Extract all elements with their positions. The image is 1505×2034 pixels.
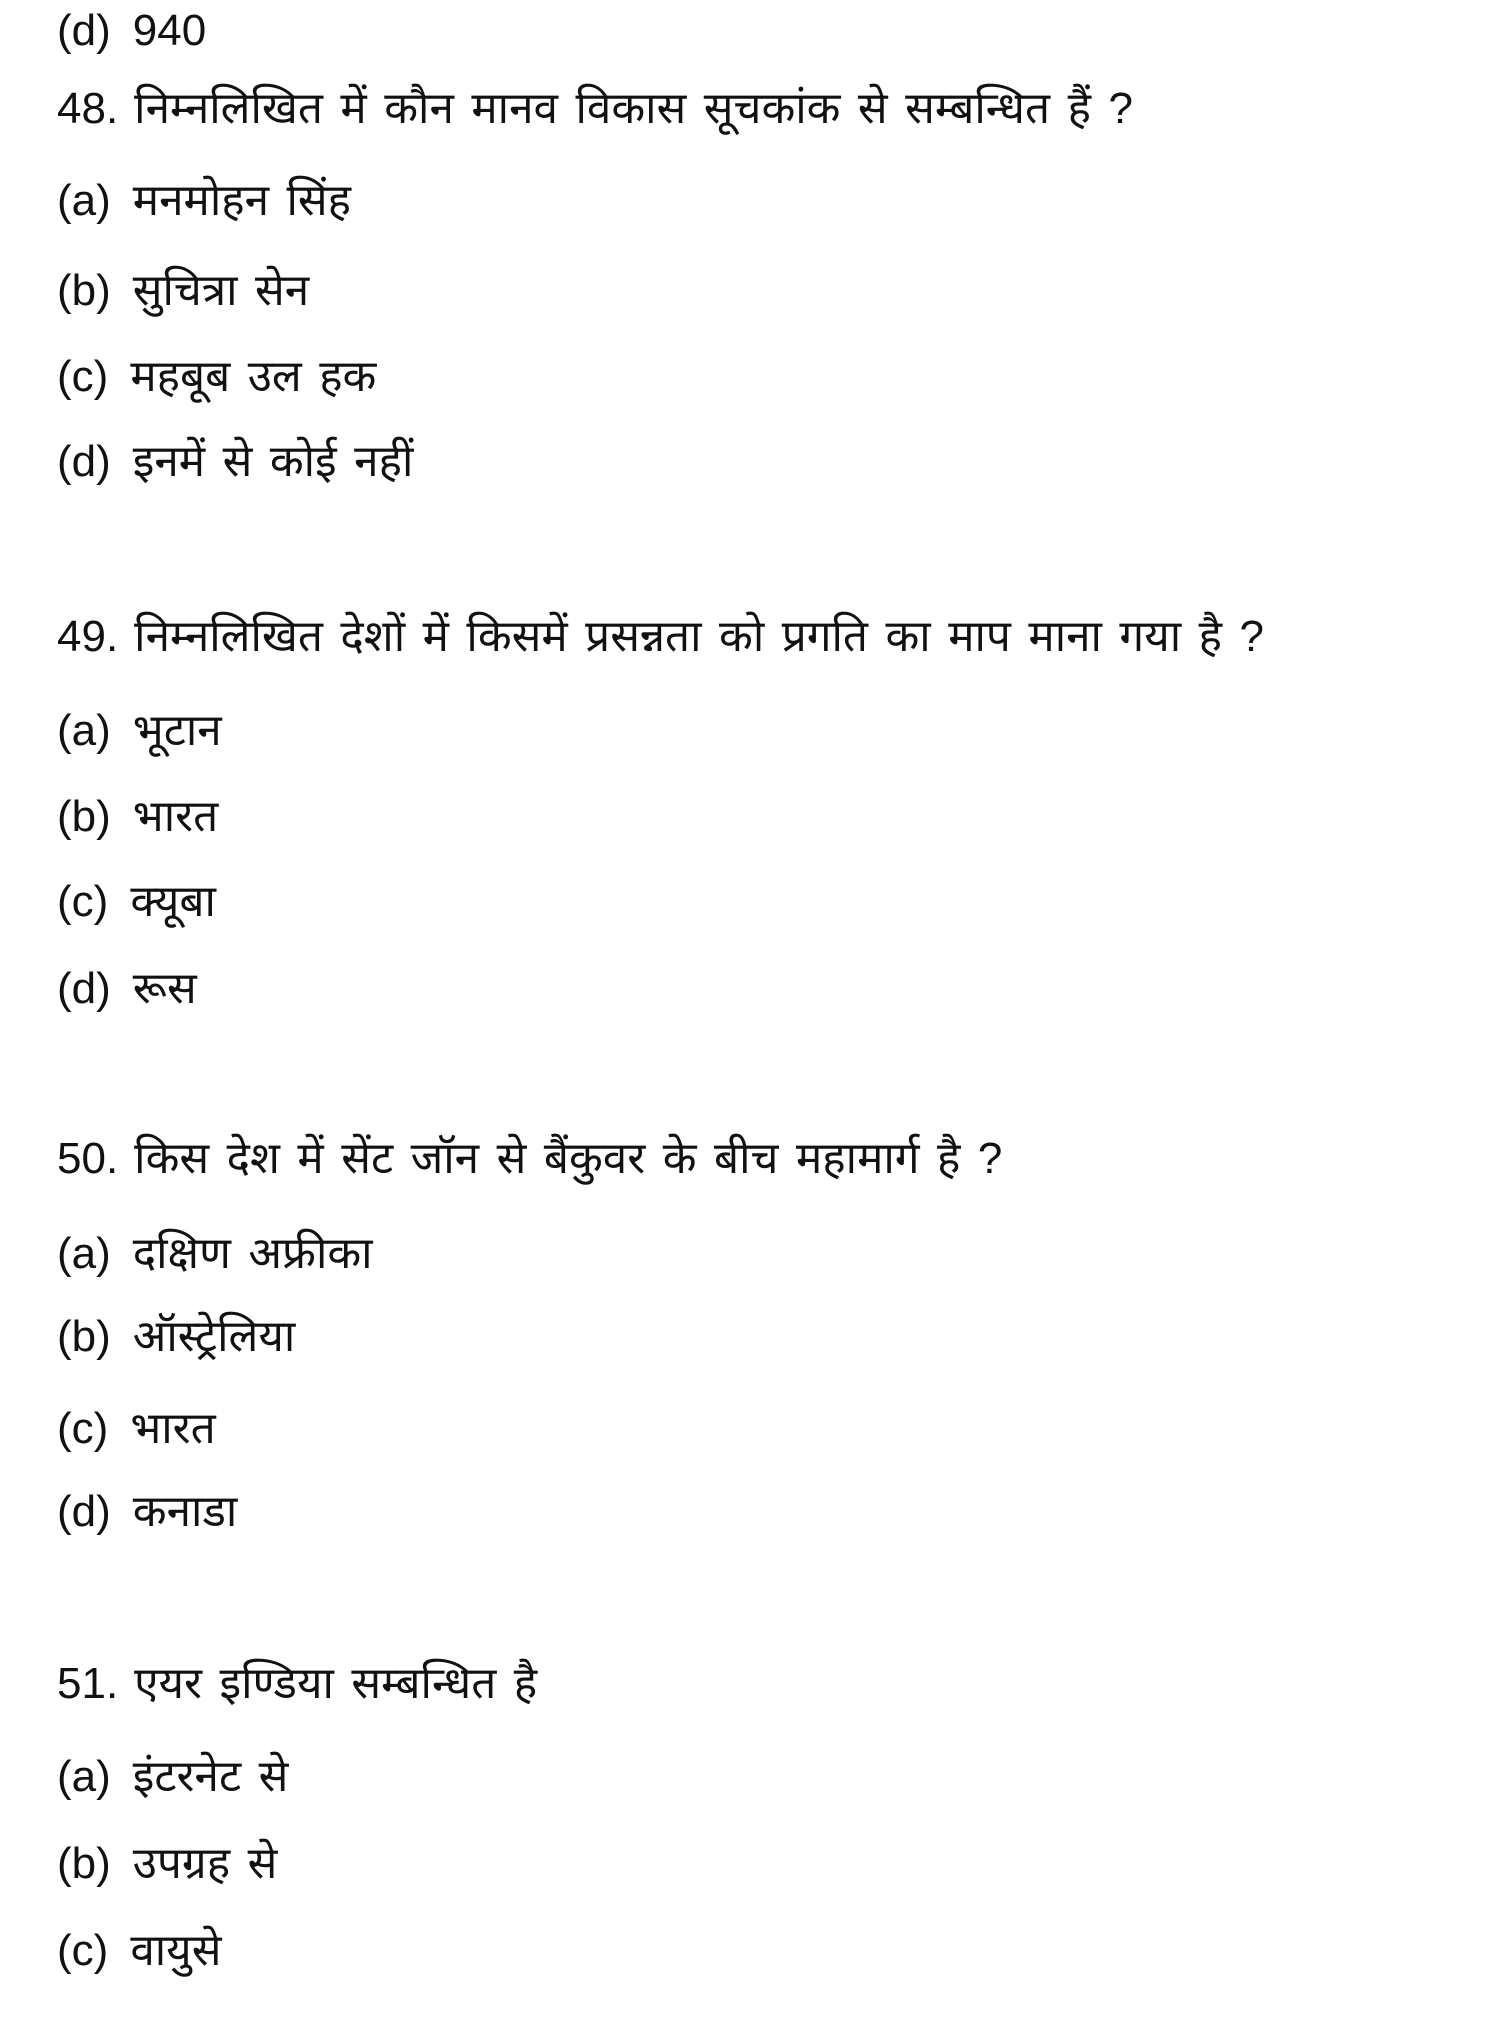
question-text: निम्नलिखित में कौन मानव विकास सूचकांक से सम्बन्धित हैं ? [134, 84, 1133, 133]
option-label: (b) [57, 792, 111, 841]
question-48-line [57, 78, 1133, 140]
question-48-option-a [57, 170, 351, 232]
question-text: निम्नलिखित देशों में किसमें प्रसन्नता को प्रगति का माप माना गया है ? [134, 612, 1264, 661]
option-text: रूस [132, 964, 197, 1013]
option-text: उपग्रह से [132, 1839, 278, 1888]
option-text: इंटरनेट से [132, 1752, 289, 1801]
question-48-option-c [57, 346, 376, 408]
option-text: महबूब उल हक [130, 352, 377, 401]
option-line-prev-d [57, 0, 206, 62]
option-label: (b) [57, 1312, 111, 1361]
question-50-line [57, 1128, 1002, 1190]
question-48-option-d [57, 431, 413, 493]
question-49-line [57, 606, 1264, 668]
option-text: 940 [132, 6, 207, 55]
option-label: (a) [57, 1229, 111, 1278]
question-50-option-a [57, 1223, 373, 1285]
option-label: (d) [57, 1487, 111, 1536]
question-number: 51. [57, 1659, 119, 1708]
option-label: (b) [57, 266, 111, 315]
option-label: (a) [57, 706, 111, 755]
question-51-option-c [57, 1920, 221, 1982]
option-text: ऑस्ट्रेलिया [132, 1312, 296, 1361]
option-text: भारत [132, 792, 219, 841]
option-label: (a) [57, 176, 111, 225]
option-label: (c) [57, 352, 109, 401]
question-51-option-a [57, 1746, 288, 1808]
option-label: (d) [57, 964, 111, 1013]
option-text: भारत [130, 1404, 216, 1453]
question-number: 50. [57, 1134, 119, 1183]
option-label: (c) [57, 877, 109, 926]
option-label: (a) [57, 1752, 111, 1801]
option-label: (c) [57, 1926, 109, 1975]
option-text: सुचित्रा सेन [132, 266, 310, 315]
option-text: दक्षिण अफ्रीका [132, 1229, 373, 1278]
option-label: (d) [57, 6, 111, 55]
question-number: 49. [57, 612, 119, 661]
option-text: इनमें से कोई नहीं [132, 437, 414, 486]
question-50-option-b [57, 1306, 295, 1368]
question-text: एयर इण्डिया सम्बन्धित है [134, 1659, 538, 1708]
option-text: कनाडा [132, 1487, 238, 1536]
question-49-option-d [57, 958, 197, 1020]
option-text: वायुसे [130, 1926, 222, 1975]
question-48-option-b [57, 260, 309, 322]
question-text: किस देश में सेंट जॉन से बैंकुवर के बीच महामार्ग है ? [134, 1134, 1003, 1183]
option-label: (d) [57, 437, 111, 486]
question-50-option-c [57, 1398, 216, 1460]
question-50-option-d [57, 1481, 237, 1543]
option-text: क्यूबा [130, 877, 216, 926]
question-51-option-b [57, 1833, 277, 1895]
question-49-option-a [57, 700, 222, 762]
question-49-option-c [57, 871, 216, 933]
question-number: 48. [57, 84, 119, 133]
option-label: (c) [57, 1404, 109, 1453]
option-text: भूटान [132, 706, 222, 755]
option-label: (b) [57, 1839, 111, 1888]
question-51-line [57, 1653, 537, 1715]
option-text: मनमोहन सिंह [132, 176, 352, 225]
question-49-option-b [57, 786, 218, 848]
